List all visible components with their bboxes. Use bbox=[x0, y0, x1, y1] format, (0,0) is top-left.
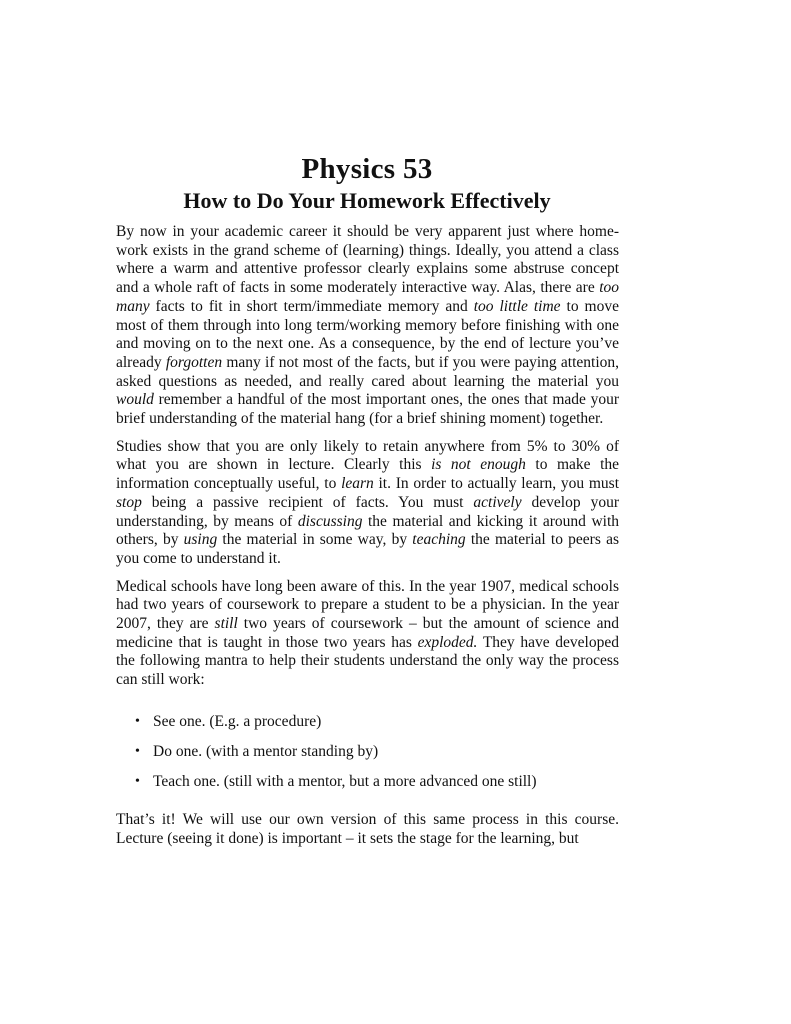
emphasis: discussing bbox=[297, 512, 363, 530]
text-run: Studies show that you are only likely to retain anywhere from 5% to 30% of what you are shown in lecture. Clearly this bbox=[116, 437, 619, 474]
text-run: remember a handful of the most important ones, the ones that made your brief understanding of the material hang (for a brief shining moment) together. bbox=[116, 391, 619, 428]
text-run: to move most of them through into long term/working memory before finishing with one and moving on to the next one. As a consequence, by the end of lecture you’ve already bbox=[116, 297, 619, 371]
text-run: the material and kicking it around with others, by bbox=[116, 512, 620, 549]
paragraph-4 bbox=[116, 811, 619, 848]
text-run: two years of coursework – but the amount of science and medicine that is taught in those two years has bbox=[116, 615, 619, 651]
mantra-list bbox=[116, 712, 619, 791]
text-run: That’s it! We will use our own version of this same process in this course. Lecture (seeing it done) is important – it sets the stage for the learning, but bbox=[116, 810, 619, 847]
emphasis: using bbox=[183, 531, 218, 549]
document-title: Physics 53 bbox=[301, 153, 433, 185]
emphasis: would bbox=[116, 391, 154, 409]
text-run: the material to peers as you come to understand it. bbox=[116, 531, 619, 567]
text-run: facts to fit in short term/immediate memory and bbox=[149, 297, 474, 315]
emphasis: still bbox=[214, 615, 238, 633]
text-run: the material in some way, by bbox=[217, 531, 413, 549]
emphasis: is not enough bbox=[431, 456, 526, 474]
paragraph-1 bbox=[116, 223, 619, 429]
emphasis: learn bbox=[341, 475, 374, 493]
list-item bbox=[135, 712, 619, 731]
paragraph-3 bbox=[116, 578, 619, 690]
emphasis: actively bbox=[473, 493, 522, 511]
emphasis: too little time bbox=[473, 297, 561, 315]
text-run: develop your understanding, by means of bbox=[116, 493, 619, 530]
emphasis: teaching bbox=[412, 531, 466, 549]
bullet-icon: • bbox=[135, 773, 140, 789]
list-item-text: See one. (E.g. a procedure) bbox=[153, 712, 322, 730]
list-item bbox=[135, 772, 619, 791]
bullet-icon: • bbox=[135, 713, 140, 729]
document-body bbox=[116, 223, 619, 857]
list-item-text: Teach one. (still with a mentor, but a more advanced one still) bbox=[153, 772, 537, 790]
text-run: By now in your academic career it should be very apparent just where home-work exists in the grand scheme of (learning) things. Ideally, you attend a class where a warm and attentive professor clearly explains some abstruse concept and a whole raft of facts in some moderately interactive way. Alas, there are bbox=[116, 223, 619, 297]
emphasis: forgotten bbox=[165, 353, 223, 371]
text-run: to make the information conceptually useful, to bbox=[116, 456, 620, 493]
text-run: They have developed the following mantra to help their students understand the only way the process can still work: bbox=[116, 633, 619, 689]
list-item-text: Do one. (with a mentor standing by) bbox=[153, 742, 379, 760]
document-subtitle: How to Do Your Homework Effectively bbox=[183, 188, 551, 213]
paragraph-2 bbox=[116, 438, 619, 569]
text-run: being a passive recipient of facts. You must bbox=[141, 493, 474, 511]
text-run: it. In order to actually learn, you must bbox=[373, 475, 619, 493]
emphasis: stop bbox=[116, 493, 142, 511]
emphasis: too many bbox=[116, 279, 619, 315]
list-item bbox=[135, 742, 619, 761]
text-run: many if not most of the facts, but if you were paying attention, asked questions as needed, and really cared about learning the material you bbox=[116, 353, 620, 390]
text-run: Medical schools have long been aware of this. In the year 1907, medical schools had two years of coursework to prepare a student to be a physician. In the year 2007, they are bbox=[116, 577, 619, 633]
bullet-icon: • bbox=[135, 743, 140, 759]
emphasis: exploded. bbox=[417, 633, 478, 651]
